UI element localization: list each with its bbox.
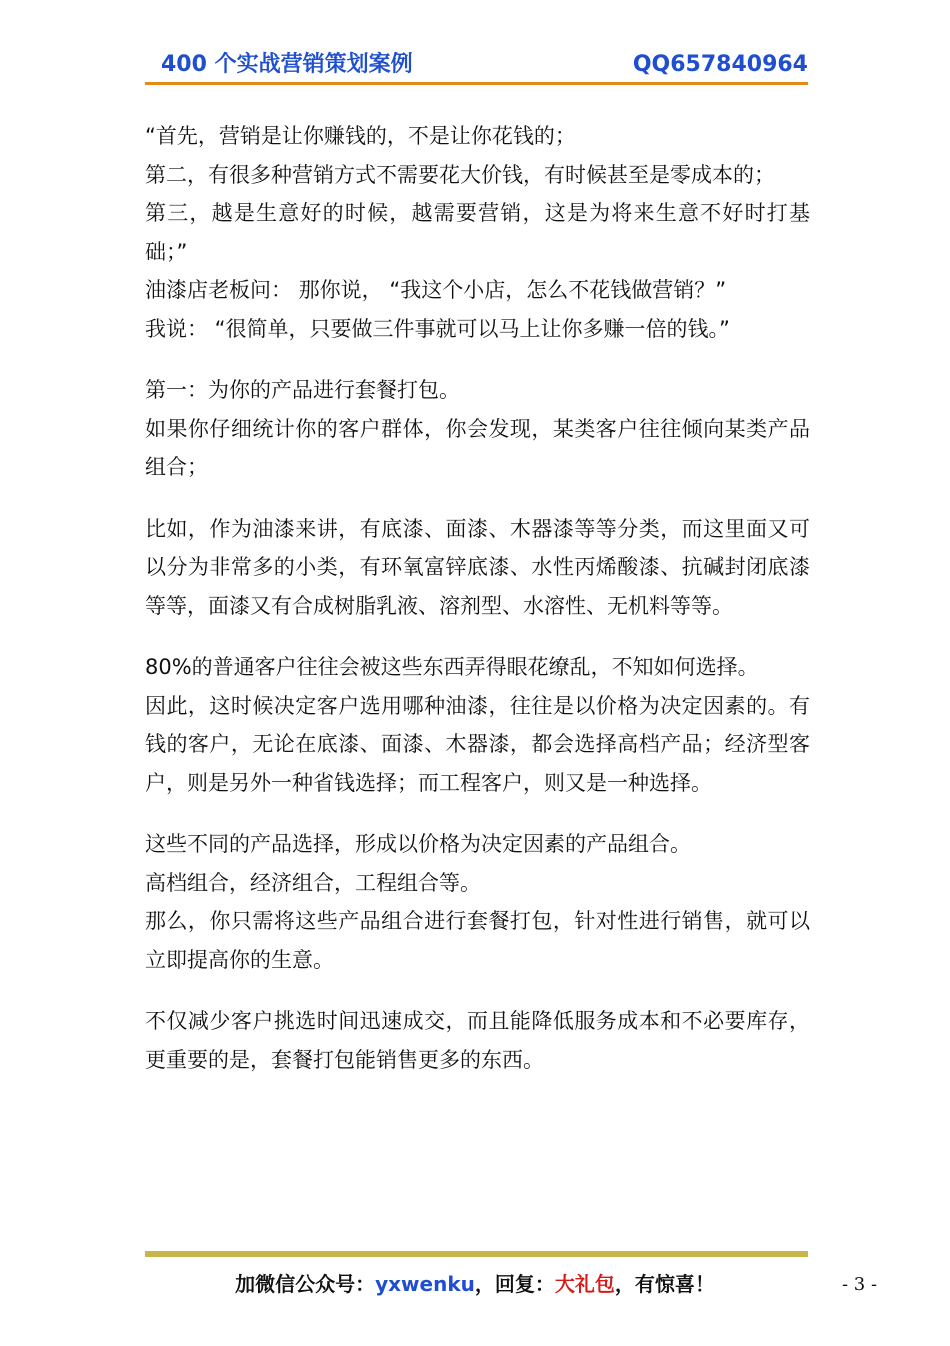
paragraph-gap — [145, 625, 810, 648]
document-body — [145, 117, 810, 1079]
paragraph: “首先，营销是让你赚钱的，不是让你花钱的； — [145, 124, 576, 148]
footer-promo — [0, 1268, 950, 1300]
paragraph: 我说： “很简单，只要做三件事就可以马上让你多赚一倍的钱。” — [145, 316, 730, 341]
paragraph: 第一：为你的产品进行套餐打包。 — [145, 378, 460, 402]
paragraph: 这些不同的产品选择，形成以价格为决定因素的产品组合。 — [145, 832, 691, 856]
header-title: 400 个实战营销策划案例 — [161, 52, 413, 77]
paragraph: 第三，越是生意好的时候，越需要营销，这是为将来生意不好时打基础；” — [145, 201, 810, 264]
paragraph: 因此，这时候决定客户选用哪种油漆，往往是以价格为决定因素的。有钱的客户，无论在底漆、面漆、木器漆，都会选择高档产品；经济型客户，则是另外一种省钱选择；而工程客户，则又是一种选择。 — [145, 693, 810, 795]
paragraph: 比如，作为油漆来讲，有底漆、面漆、木器漆等等分类，而这里面又可以分为非常多的小类，有环氧富锌底漆、水性丙烯酸漆、抗碱封闭底漆等等，面漆又有合成树脂乳液、溶剂型、水溶性、无机料等等。 — [145, 516, 810, 618]
paragraph-gap — [145, 487, 810, 510]
footer-keyword: 大礼包 — [554, 1272, 615, 1296]
footer-suffix: ，有惊喜！ — [614, 1272, 715, 1296]
footer-divider — [145, 1251, 808, 1257]
paragraph: 高档组合，经济组合，工程组合等。 — [145, 870, 481, 895]
paragraph: 如果你仔细统计你的客户群体，你会发现，某类客户往往倾向某类产品组合； — [145, 416, 810, 479]
paragraph: 80%的普通客户往往会被这些东西弄得眼花缭乱，不知如何选择。 — [145, 655, 759, 679]
paragraph: 不仅减少客户挑选时间迅速成交，而且能降低服务成本和不必要库存，更重要的是，套餐打包能销售更多的东西。 — [145, 1009, 810, 1072]
header-contact: QQ657840964 — [632, 52, 808, 77]
header-divider — [145, 82, 808, 85]
page-number: - 3 - — [842, 1274, 878, 1295]
paragraph: 油漆店老板问： 那你说， “我这个小店，怎么不花钱做营销？” — [145, 278, 727, 302]
paragraph: 那么，你只需将这些产品组合进行套餐打包，针对性进行销售，就可以立即提高你的生意。 — [145, 909, 810, 972]
paragraph-gap — [145, 348, 810, 371]
footer-middle: ，回复： — [474, 1272, 555, 1296]
footer-account: yxwenku — [375, 1272, 475, 1296]
paragraph-gap — [145, 979, 810, 1002]
paragraph: 第二，有很多种营销方式不需要花大价钱，有时候甚至是零成本的； — [145, 162, 775, 187]
page-header — [145, 50, 808, 84]
footer-prefix: 加微信公众号： — [235, 1272, 376, 1296]
paragraph-gap — [145, 802, 810, 825]
